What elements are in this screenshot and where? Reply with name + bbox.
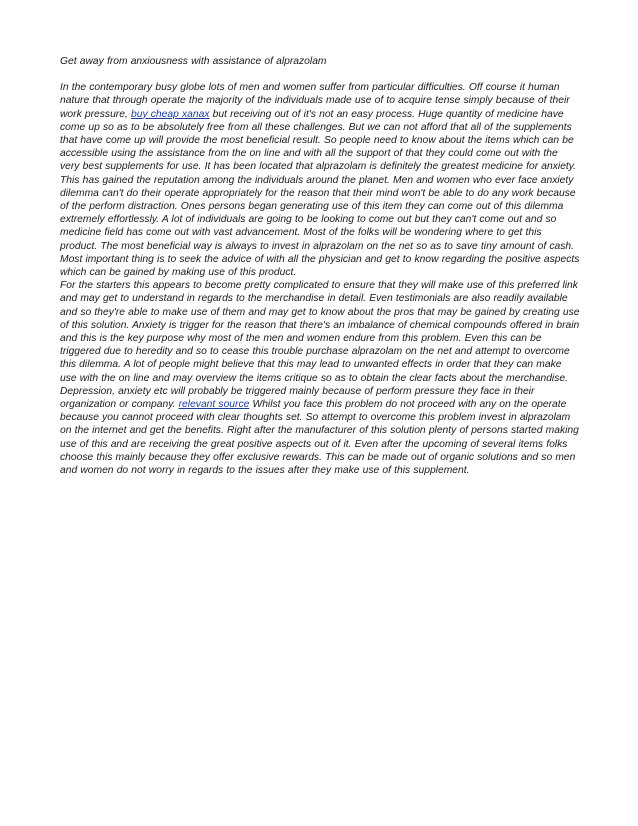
paragraph-3-text-end: Whilst you face this problem do not proceed with any on the operate because you cannot proceed with clear thoughts set. So attempt to overcome this problem invest in alprazolam on the internet and get the benefits. Right after the manufacturer of this solution plenty of persons started making use of this and are receiving the great positive aspects out of it. Even after the upcoming of several items folks choose this mainly because they offer exclusive rewards. This can be made out of organic solutions and so men and women do not worry in regards to the issues after they make use of this supplement. <box>60 399 579 477</box>
paragraph-1-text-start: In the contemporary busy globe lots of men and women suffer from particular difficulties. Off course it human nature that through operate the majority of the individuals made use of to acquire tense simply because of their work pressure, <box>60 82 570 120</box>
paragraph-3-text-start: Depression, anxiety etc will probably be triggered mainly because of perform pressure they face in their organization or company. <box>60 385 535 411</box>
relevant-source-link[interactable]: relevant source <box>178 399 250 411</box>
document-title: Get away from anxiousness with assistance of alprazolam <box>60 56 327 67</box>
document-page <box>60 55 580 477</box>
paragraph-2: For the starters this appears to become pretty complicated to ensure that they will make use of this preferred link and may get to understand in regards to the merchandise in detail. Even testimonials are also readily available and so they're able to make use of them and may get to know about the pros that may be gained by creating use of this solution. Anxiety is trigger for the reason that there's an imbalance of chemical compounds offered in brain and this is the key purpose why most of the men and women endure from this problem. Even this can be triggered due to heredity and so to cease this trouble purchase alprazolam on the net and attempt to overcome this dilemma. A lot of people might believe that this may lead to unwanted effects in order that they can make use with the on line and may overview the items critique so as to obtain the clear facts about the merchandise. <box>60 280 580 384</box>
paragraph-3 <box>60 385 580 477</box>
paragraph-1-text-end: but receiving out of it's not an easy process. Huge quantity of medicine have come up so as to be absolutely free from all these challenges. But we can not afford that all of the supplements that have come up will provide the most beneficial result. So people need to know about the items which can be accessible using the assistance from the on line and with all the support of that they could come out with the very best supplements for use. It has been located that alprazolam is definitely the greatest medicine for anxiety. This has gained the reputation among the individuals around the planet. Men and women who ever face anxiety dilemma can't do their operate appropriately for the reason that their mind won't be able to do any work because of the perform distraction. Ones persons began generating use of this item they can come out of this dilemma extremely effortlessly. A lot of individuals are going to be looking to come out but they can't come out and so medicine field has come out with vast advancement. Most of the folks will be wondering where to get this product. The most beneficial way is always to invest in alprazolam on the net so as to save tiny amount of cash. Most important thing is to seek the advice of with all the physician and get to know regarding the positive aspects which can be gained by making use of this product. <box>60 108 580 279</box>
buy-cheap-xanax-link[interactable]: buy cheap xanax <box>130 108 210 120</box>
paragraph-1 <box>60 81 580 279</box>
